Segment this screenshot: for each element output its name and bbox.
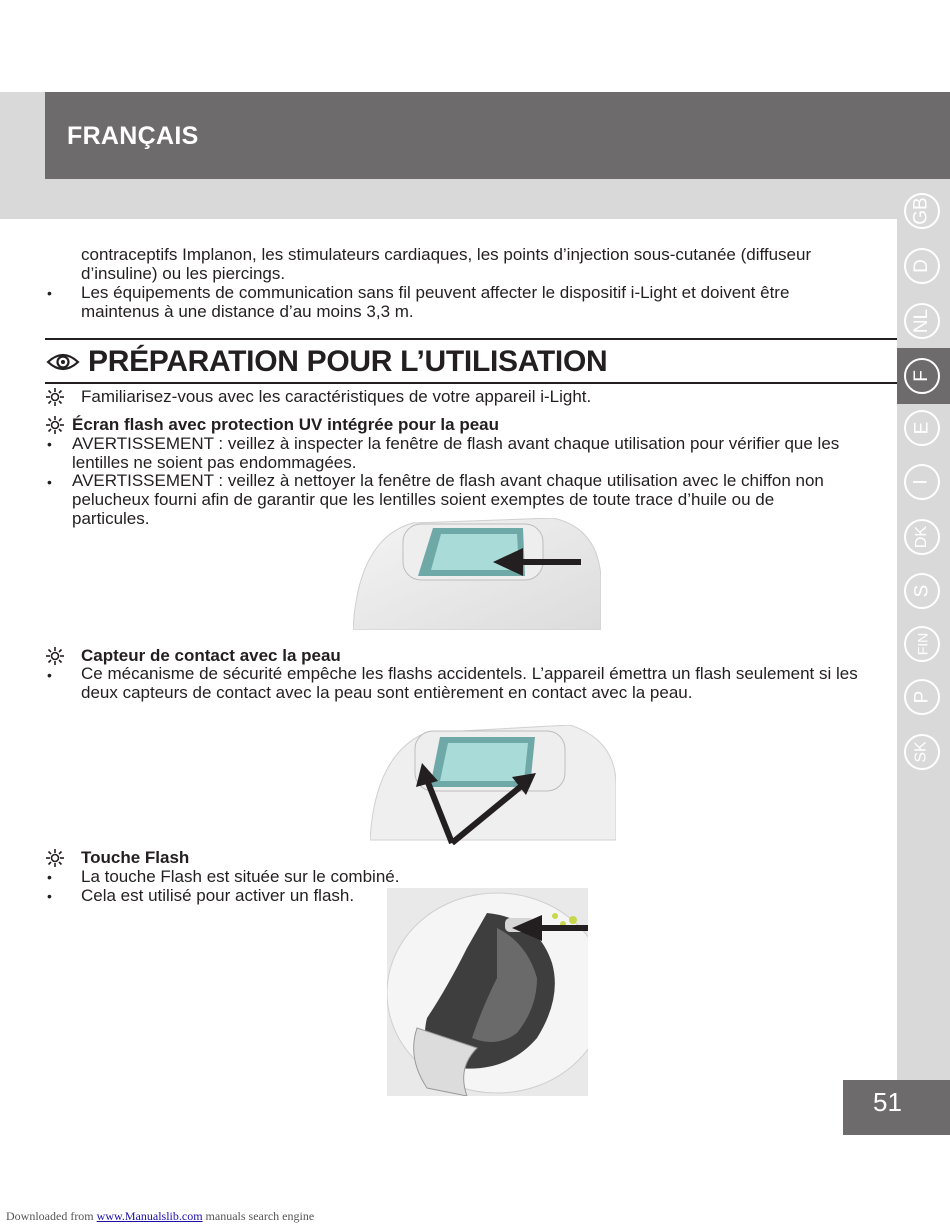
sensor-bullet-line: deux capteurs de contact avec la peau sont entièrement en contact avec la peau.	[81, 683, 693, 702]
familiarise-text: Familiarisez-vous avec les caractéristiques de votre appareil i-Light.	[81, 387, 592, 406]
flash-bullet: Cela est utilisé pour activer un flash.	[81, 886, 355, 905]
bullet: •	[47, 888, 52, 904]
sensor-bullet-line: Ce mécanisme de sécurité empêche les flashs accidentels. L’appareil émettra un flash seulement si les	[81, 664, 858, 683]
screen-heading: Écran flash avec protection UV intégrée pour la peau	[72, 415, 500, 434]
tab-i[interactable]: I	[903, 455, 941, 509]
tab-e[interactable]: E	[903, 401, 941, 455]
sun-icon	[46, 388, 64, 406]
page-title: FRANÇAIS	[67, 122, 199, 150]
intro-bullet-line: maintenus à une distance d’au moins 3,3 m.	[81, 302, 414, 321]
tab-s[interactable]: S	[903, 564, 941, 618]
intro-bullet-line: Les équipements de communication sans fil peuvent affecter le dispositif i-Light et doivent être	[81, 283, 790, 302]
footer	[6, 1209, 314, 1224]
footer-link[interactable]: www.Manualslib.com	[96, 1209, 203, 1223]
sun-icon	[46, 849, 64, 867]
screen-bullet-line: pelucheux fourni afin de garantir que les lentilles soient exemptes de toute trace d’huile ou de	[72, 490, 775, 509]
footer-suffix: manuals search engine	[205, 1209, 315, 1223]
screen-bullet-line: AVERTISSEMENT : veillez à nettoyer la fenêtre de flash avant chaque utilisation avec le chiffon non	[72, 471, 824, 490]
sun-icon	[46, 416, 64, 434]
handset-image	[387, 888, 588, 1096]
tab-d[interactable]: D	[903, 239, 941, 293]
footer-prefix: Downloaded from	[6, 1209, 94, 1223]
contact-sensor-image	[370, 725, 616, 845]
section-title: PRÉPARATION POUR L’UTILISATION	[88, 345, 608, 378]
flash-window-image	[353, 518, 601, 630]
intro-line: d’insuline) ou les piercings.	[81, 264, 286, 283]
bullet: •	[47, 667, 52, 683]
intro-line: contraceptifs Implanon, les stimulateurs cardiaques, les points d’injection sous-cutanée (diffuseur	[81, 245, 812, 264]
screen-bullet-line: particules.	[72, 509, 150, 528]
page-number: 51	[873, 1087, 902, 1117]
section-rule-top	[45, 338, 897, 340]
tab-p[interactable]: P	[903, 670, 941, 724]
bullet: •	[47, 436, 52, 452]
screen-bullet-line: AVERTISSEMENT : veillez à inspecter la fenêtre de flash avant chaque utilisation pour vérifier que les	[72, 434, 840, 453]
tab-nl[interactable]: NL	[903, 294, 941, 348]
tab-fin[interactable]: FIN	[903, 617, 941, 671]
bullet: •	[47, 285, 52, 301]
tab-gb[interactable]: GB	[903, 184, 941, 238]
flash-heading: Touche Flash	[81, 848, 190, 867]
bullet: •	[47, 474, 52, 490]
sun-icon	[46, 647, 64, 665]
eye-icon	[46, 351, 80, 373]
sensor-heading: Capteur de contact avec la peau	[81, 646, 341, 665]
tab-f[interactable]: F	[903, 349, 941, 403]
tab-dk[interactable]: DK	[903, 510, 941, 564]
screen-bullet-line: lentilles ne soient pas endommagées.	[72, 453, 357, 472]
section-rule-bottom	[45, 382, 897, 384]
bullet: •	[47, 869, 52, 885]
flash-bullet: La touche Flash est située sur le combiné.	[81, 867, 400, 886]
tab-sk[interactable]: SK	[903, 725, 941, 779]
